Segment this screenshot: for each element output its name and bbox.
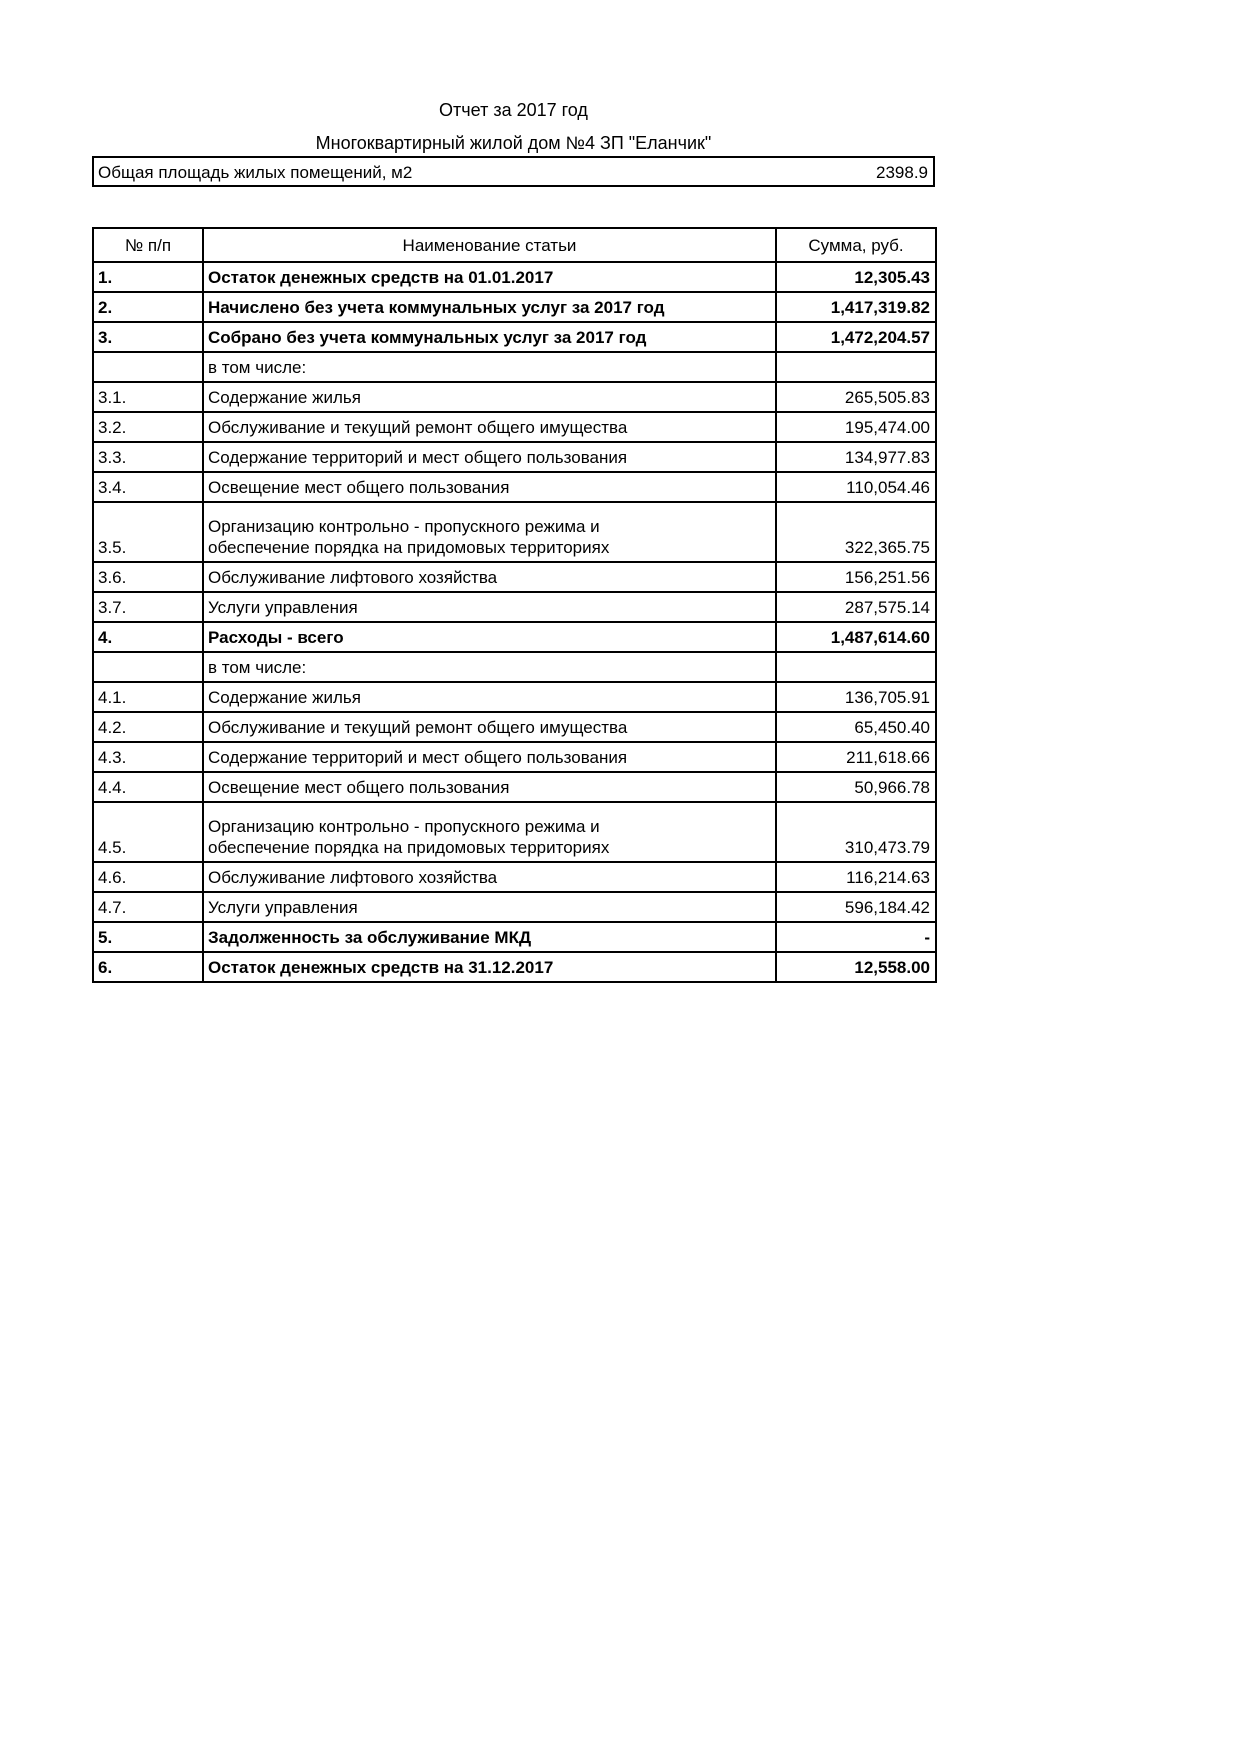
row-sum-cell (776, 352, 936, 382)
row-name-cell (203, 442, 776, 472)
row-name-text: Содержание территорий и мест общего пользования (208, 448, 628, 467)
row-name-cell (203, 472, 776, 502)
row-sum-cell: 136,705.91 (776, 682, 936, 712)
row-name-text: Остаток денежных средств на 31.12.2017 (208, 958, 554, 977)
row-number-cell: 3.7. (93, 592, 203, 622)
table-row (93, 742, 936, 772)
row-number-cell: 1. (93, 262, 203, 292)
row-number-cell: 4. (93, 622, 203, 652)
total-area-label: Общая площадь жилых помещений, м2 (98, 163, 413, 182)
row-name-text: Обслуживание лифтового хозяйства (208, 568, 498, 587)
table-row (93, 862, 936, 892)
total-area-value: 2398.9 (876, 163, 928, 182)
report-content (92, 0, 935, 983)
row-name-text: Обслуживание и текущий ремонт общего имущества (208, 418, 628, 437)
row-number-cell: 4.2. (93, 712, 203, 742)
total-area-box (92, 156, 935, 187)
row-number-cell: 3.6. (93, 562, 203, 592)
row-name-text: Содержание жилья (208, 688, 361, 707)
row-number-cell: 3.3. (93, 442, 203, 472)
table-row (93, 892, 936, 922)
row-number-cell: 4.3. (93, 742, 203, 772)
col-header-name: Наименование статьи (203, 228, 776, 262)
row-sum-cell: 195,474.00 (776, 412, 936, 442)
table-row (93, 322, 936, 352)
row-name-cell (203, 652, 776, 682)
row-name-text: в том числе: (208, 358, 307, 377)
row-sum-cell: 1,417,319.82 (776, 292, 936, 322)
row-name-text: Содержание жилья (208, 388, 361, 407)
row-number-cell: 3.2. (93, 412, 203, 442)
row-name-cell (203, 892, 776, 922)
row-name-text: Содержание территорий и мест общего пользования (208, 748, 628, 767)
row-name-cell (203, 802, 776, 862)
row-name-cell (203, 592, 776, 622)
row-number-cell (93, 652, 203, 682)
row-name-cell (203, 952, 776, 982)
table-row (93, 292, 936, 322)
table-row (93, 952, 936, 982)
row-sum-cell: 50,966.78 (776, 772, 936, 802)
row-sum-cell: 596,184.42 (776, 892, 936, 922)
row-number-cell: 3.1. (93, 382, 203, 412)
row-number-cell: 5. (93, 922, 203, 952)
row-name-cell (203, 562, 776, 592)
title-block (92, 0, 935, 154)
row-name-text: в том числе: (208, 658, 307, 677)
row-name-text: Собрано без учета коммунальных услуг за 2017 год (208, 328, 647, 347)
row-name-cell (203, 352, 776, 382)
table-row (93, 382, 936, 412)
row-sum-cell: 265,505.83 (776, 382, 936, 412)
table-row (93, 622, 936, 652)
table-row (93, 352, 936, 382)
row-sum-cell: 65,450.40 (776, 712, 936, 742)
row-name-cell (203, 712, 776, 742)
report-table (92, 227, 937, 983)
row-name-cell (203, 622, 776, 652)
table-row (93, 442, 936, 472)
table-row (93, 922, 936, 952)
row-name-text: Услуги управления (208, 598, 358, 617)
row-sum-cell: 12,305.43 (776, 262, 936, 292)
row-number-cell: 4.7. (93, 892, 203, 922)
row-name-cell (203, 382, 776, 412)
report-title: Отчет за 2017 год (439, 100, 588, 120)
table-row (93, 412, 936, 442)
row-sum-cell: - (776, 922, 936, 952)
row-name-cell (203, 682, 776, 712)
report-table-head (93, 228, 936, 262)
row-sum-cell: 1,487,614.60 (776, 622, 936, 652)
row-name-text: Организацию контрольно - пропускного режима и обеспечение порядка на придомовых территориях (208, 517, 610, 557)
row-sum-cell: 12,558.00 (776, 952, 936, 982)
row-number-cell: 3.4. (93, 472, 203, 502)
row-sum-cell: 287,575.14 (776, 592, 936, 622)
table-row (93, 592, 936, 622)
row-name-text: Расходы - всего (208, 628, 344, 647)
row-name-cell (203, 412, 776, 442)
row-name-text: Задолженность за обслуживание МКД (208, 928, 532, 947)
row-sum-cell: 211,618.66 (776, 742, 936, 772)
row-number-cell: 4.4. (93, 772, 203, 802)
row-name-text: Освещение мест общего пользования (208, 778, 510, 797)
row-number-cell: 4.5. (93, 802, 203, 862)
row-sum-cell: 322,365.75 (776, 502, 936, 562)
row-name-text: Организацию контрольно - пропускного режима и обеспечение порядка на придомовых территориях (208, 817, 610, 857)
row-number-cell: 4.1. (93, 682, 203, 712)
report-table-body (93, 262, 936, 982)
table-row (93, 802, 936, 862)
row-name-cell (203, 292, 776, 322)
table-row (93, 682, 936, 712)
table-row (93, 502, 936, 562)
row-name-cell (203, 772, 776, 802)
table-row (93, 562, 936, 592)
row-name-cell (203, 502, 776, 562)
col-header-sum: Сумма, руб. (776, 228, 936, 262)
row-number-cell: 3. (93, 322, 203, 352)
row-name-text: Освещение мест общего пользования (208, 478, 510, 497)
row-name-text: Обслуживание и текущий ремонт общего имущества (208, 718, 628, 737)
table-row (93, 472, 936, 502)
table-row (93, 772, 936, 802)
row-name-text: Начислено без учета коммунальных услуг за 2017 год (208, 298, 665, 317)
row-name-cell (203, 262, 776, 292)
row-sum-cell: 134,977.83 (776, 442, 936, 472)
row-name-cell (203, 922, 776, 952)
row-sum-cell (776, 652, 936, 682)
row-sum-cell: 310,473.79 (776, 802, 936, 862)
row-number-cell: 6. (93, 952, 203, 982)
row-sum-cell: 110,054.46 (776, 472, 936, 502)
row-sum-cell: 1,472,204.57 (776, 322, 936, 352)
row-name-text: Обслуживание лифтового хозяйства (208, 868, 498, 887)
row-number-cell: 4.6. (93, 862, 203, 892)
report-subtitle: Многоквартирный жилой дом №4 ЗП "Еланчик" (315, 133, 712, 153)
col-header-number: № п/п (93, 228, 203, 262)
row-number-cell (93, 352, 203, 382)
row-name-text: Остаток денежных средств на 01.01.2017 (208, 268, 554, 287)
row-number-cell: 2. (93, 292, 203, 322)
row-name-cell (203, 862, 776, 892)
row-sum-cell: 116,214.63 (776, 862, 936, 892)
header-row (93, 228, 936, 262)
row-name-text: Услуги управления (208, 898, 358, 917)
row-name-cell (203, 322, 776, 352)
table-row (93, 652, 936, 682)
table-row (93, 712, 936, 742)
row-name-cell (203, 742, 776, 772)
row-number-cell: 3.5. (93, 502, 203, 562)
row-sum-cell: 156,251.56 (776, 562, 936, 592)
table-row (93, 262, 936, 292)
